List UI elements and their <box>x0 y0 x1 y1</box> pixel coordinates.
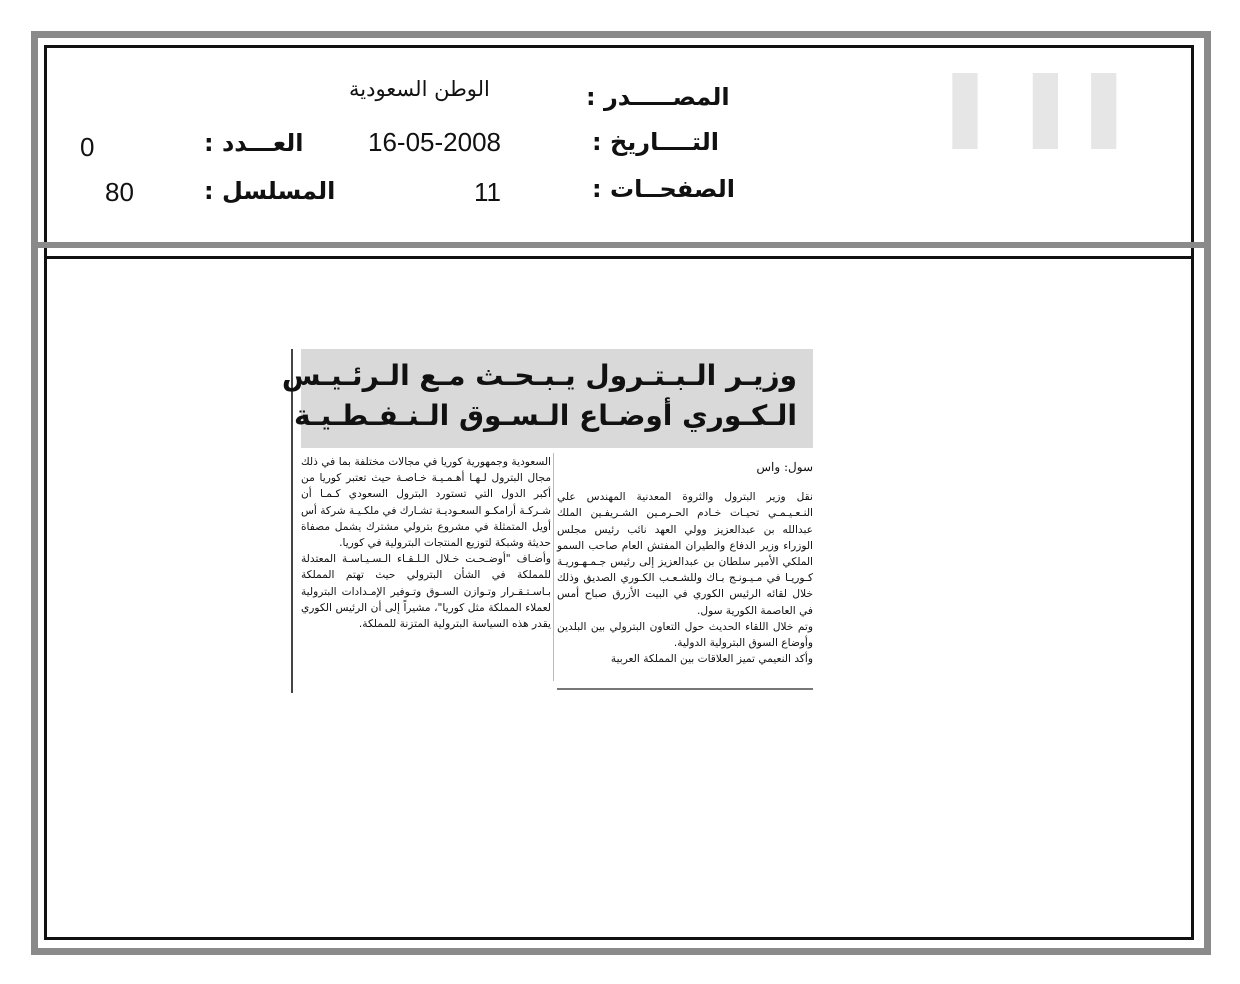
headline-line-2: الـكـوري أوضـاع الـسـوق الـنـفـطـيـة <box>294 399 797 432</box>
paragraph: وأكد النعيمي تميز العلاقات بين المملكة العربية <box>610 653 813 666</box>
headline-box <box>281 349 813 448</box>
pages-label: الصفحــات : <box>592 175 735 203</box>
pages-value: 11 <box>474 177 501 207</box>
watermark-logo: ▌▐ ▌ <box>953 74 1147 149</box>
article-column-right <box>557 459 813 667</box>
source-label: المصـــــدر : <box>586 83 730 111</box>
date-label: التــــاريخ : <box>592 128 719 156</box>
clipping-bottom-rule <box>557 688 813 690</box>
article-column-left <box>301 454 551 632</box>
serial-label: المسلسل : <box>204 177 336 205</box>
dateline: سول: واس <box>756 460 813 474</box>
issue-label: العـــدد : <box>204 129 304 157</box>
paragraph: السعودية وجمهورية كوريا في مجالات مختلفة بما في ذلك مجال البترول لـهـا أهـمـيـة خـاصـة حيث تعتبر كوريا من أكبر الدول التي تستورد البترول السعودي كـمـا أن شـركـة أرامكـو السعـوديـة تشـارك في ملكـيـة شركة أس أويل المتمثلة في مشروع بترولي مشترك يشمل مصفاة حديثة وشبكة لتوزيع المنتجات البترولية في كوريا. <box>301 456 551 550</box>
serial-value: 80 <box>105 177 134 207</box>
column-divider <box>553 453 554 681</box>
source-value: الوطن السعودية <box>349 77 490 101</box>
header-separator <box>38 242 1204 248</box>
paragraph: وأضـاف "أوضـحـت خـلال الـلـقـاء الـسـيـاسـة المعتدلة للمملكة في الشأن البترولي حيث تهتم المملكة بـاسـتـقـرار وتـوازن السـوق وتـوفير الإمـدادات البترولية لعملاء المملكة مثل كوريا"، مشيراً إلى أن الرئيس الكوري يقدر هذه السياسة البترولية المتزنة للمملكة. <box>301 553 551 631</box>
header-separator-line <box>44 256 1194 259</box>
clipping-edge <box>291 349 293 693</box>
date-value: 16-05-2008 <box>368 127 501 157</box>
article-clipping <box>281 349 814 693</box>
paragraph: وتم خلال اللقاء الحديث حول التعاون البترولي بين البلدين وأوضاع السوق البترولية الدولية. <box>557 620 813 650</box>
issue-value: 0 <box>80 132 95 162</box>
paragraph: نقل وزير البترول والثروة المعدنية المهندس علي النـعـيـمـي تحيـات خـادم الحـرمـين الشـريفـين الملك عبدالله بن عبدالعزيز وولي العهد نائب رئيس مجلس الوزراء وزير الدفاع والطيران المفتش العام صاحب السمو الملكي الأمير سلطان بن عبدالعزيز إلى رئيس جـمـهـوريـة كـوريـا في مـيـونـج بـاك وللشـعـب الكـوري الصديق وذلك خلال لقائه الرئيس الكوري في البيت الأزرق صباح أمس في العاصمة الكورية سول. <box>557 491 813 617</box>
headline-line-1: وزيـر الـبـتـرول يـبـحـث مـع الـرئـيـس <box>281 359 797 392</box>
